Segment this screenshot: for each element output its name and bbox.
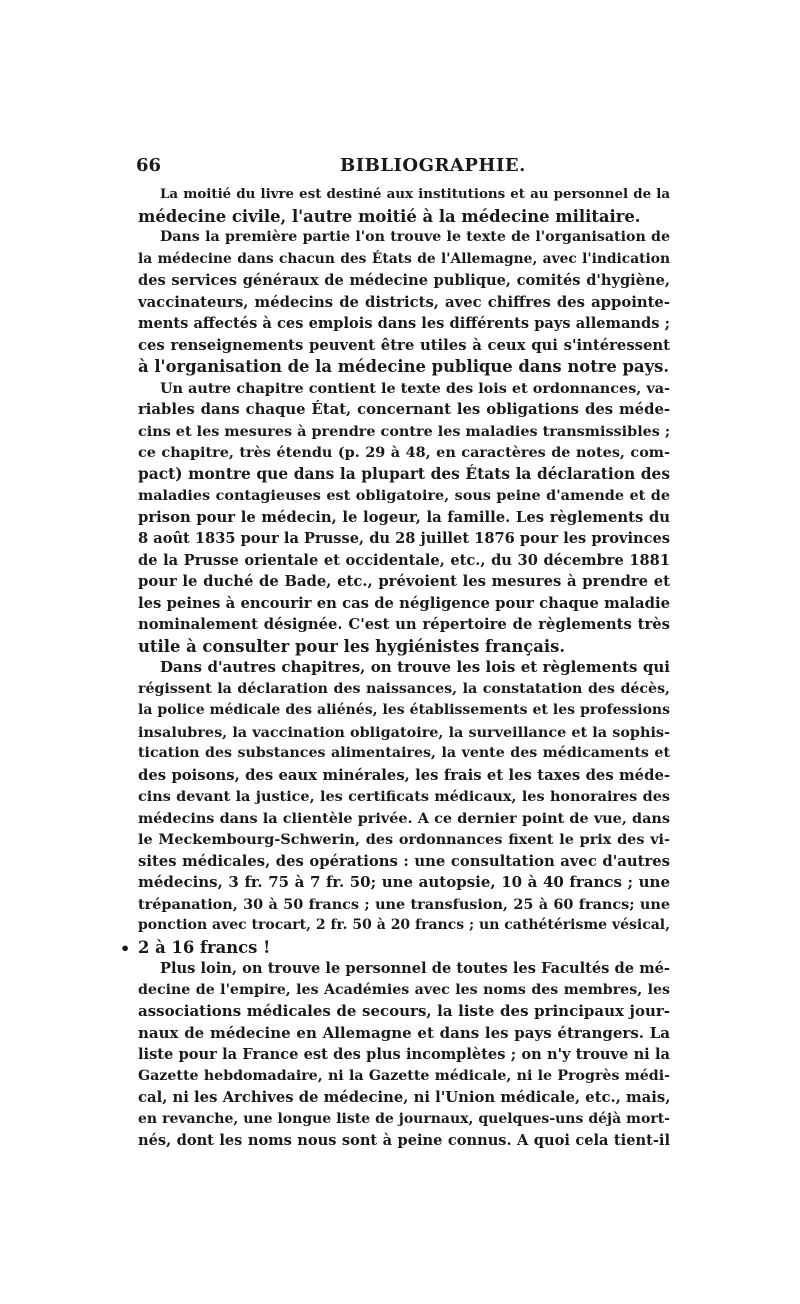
page-header [136, 155, 670, 181]
text-line: sites médicales, des opérations : une consultation avec d'autres [138, 852, 670, 870]
text-line: riables dans chaque État, concernant les obligations des méde- [138, 401, 670, 418]
text-line: à l'organisation de la médecine publique dans notre pays. [138, 357, 670, 376]
text-line: ponction avec trocart, 2 fr. 50 à 20 francs ; un cathétérisme vésical, [138, 917, 670, 933]
text-line: Gazette hebdomadaire, ni la Gazette médicale, ni le Progrès médi- [138, 1067, 670, 1084]
text-line: médecins, 3 fr. 75 à 7 fr. 50; une autopsie, 10 à 40 francs ; une [138, 873, 670, 891]
text-line: en revanche, une longue liste de journaux, quelques-uns déjà mort- [138, 1110, 670, 1127]
text-line: decine de l'empire, les Académies avec les noms des membres, les [138, 981, 670, 998]
text-line: de la Prusse orientale et occidentale, etc., du 30 décembre 1881 [138, 551, 670, 569]
text-line: ments affectés à ces emplois dans les différents pays allemands ; [138, 315, 670, 332]
text-line: les peines à encourir en cas de négligence pour chaque maladie [138, 594, 670, 612]
text-line: trépanation, 30 à 50 francs ; une transfusion, 25 à 60 francs; une [138, 895, 670, 913]
text-line: Dans la première partie l'on trouve le texte de l'organisation de [160, 229, 670, 245]
text-line: associations médicales de secours, la liste des principaux jour- [138, 1002, 670, 1020]
text-line: vaccinateurs, médecins de districts, avec chiffres des appointe- [138, 293, 670, 311]
text-line: le Meckembourg-Schwerin, des ordonnances fixent le prix des vi- [138, 831, 670, 848]
text-line: des services généraux de médecine publique, comités d'hygiène, [138, 272, 670, 289]
text-line: la police médicale des aliénés, les établissements et les professions [138, 702, 670, 718]
running-title: BIBLIOGRAPHIE. [340, 155, 526, 176]
text-line: ce chapitre, très étendu (p. 29 à 48, en caractères de notes, com- [138, 444, 670, 461]
text-line: cins devant la justice, les certificats médicaux, les honoraires des [138, 788, 670, 805]
text-line: médecine civile, l'autre moitié à la médecine militaire. [138, 206, 641, 226]
text-line: des poisons, des eaux minérales, les frais et les taxes des méde- [138, 766, 670, 784]
text-line: liste pour la France est des plus incomplètes ; on n'y trouve ni la [138, 1046, 670, 1063]
text-line: 2 à 16 francs ! [138, 937, 271, 957]
text-line: cins et les mesures à prendre contre les maladies transmissibles ; [138, 422, 671, 440]
text-line: nés, dont les noms nous sont à peine connus. A quoi cela tient-il [138, 1132, 670, 1149]
text-line: cal, ni les Archives de médecine, ni l'Union médicale, etc., mais, [138, 1089, 671, 1106]
text-line: naux de médecine en Allemagne et dans les pays étrangers. La [138, 1023, 670, 1042]
text-line: médecins dans la clientèle privée. A ce dernier point de vue, dans [138, 809, 670, 827]
text-line: utile à consulter pour les hygiénistes français. [138, 636, 566, 656]
text-line: insalubres, la vaccination obligatoire, la surveillance et la sophis- [138, 723, 670, 741]
body-text [138, 184, 670, 1152]
text-line: La moitié du livre est destiné aux institutions et au personnel de la [160, 186, 670, 202]
text-line: Un autre chapitre contient le texte des lois et ordonnances, va- [160, 379, 670, 397]
text-line: nominalement désignée. C'est un répertoire de règlements très [138, 616, 670, 633]
text-line: prison pour le médecin, le logeur, la famille. Les règlements du [138, 508, 670, 526]
text-line: 8 août 1835 pour la Prusse, du 28 juillet 1876 pour les provinces [138, 530, 670, 547]
page-number: 66 [136, 155, 162, 176]
text-line: ces renseignements peuvent être utiles à ceux qui s'intéressent [138, 336, 670, 354]
text-line: tication des substances alimentaires, la vente des médicaments et [138, 745, 670, 761]
text-line: régissent la déclaration des naissances, la constatation des décès, [138, 680, 670, 697]
text-line: la médecine dans chacun des États de l'Allemagne, avec l'indication [138, 250, 670, 267]
text-line: maladies contagieuses est obligatoire, sous peine d'amende et de [138, 487, 670, 504]
text-line: pour le duché de Bade, etc., prévoient les mesures à prendre et [138, 573, 670, 590]
text-line: pact) montre que dans la plupart des États la déclaration des [138, 464, 670, 483]
text-line: Dans d'autres chapitres, on trouve les lois et règlements qui [160, 658, 670, 676]
margin-mark: • [120, 939, 131, 958]
text-line: Plus loin, on trouve le personnel de toutes les Facultés de mé- [160, 960, 670, 977]
